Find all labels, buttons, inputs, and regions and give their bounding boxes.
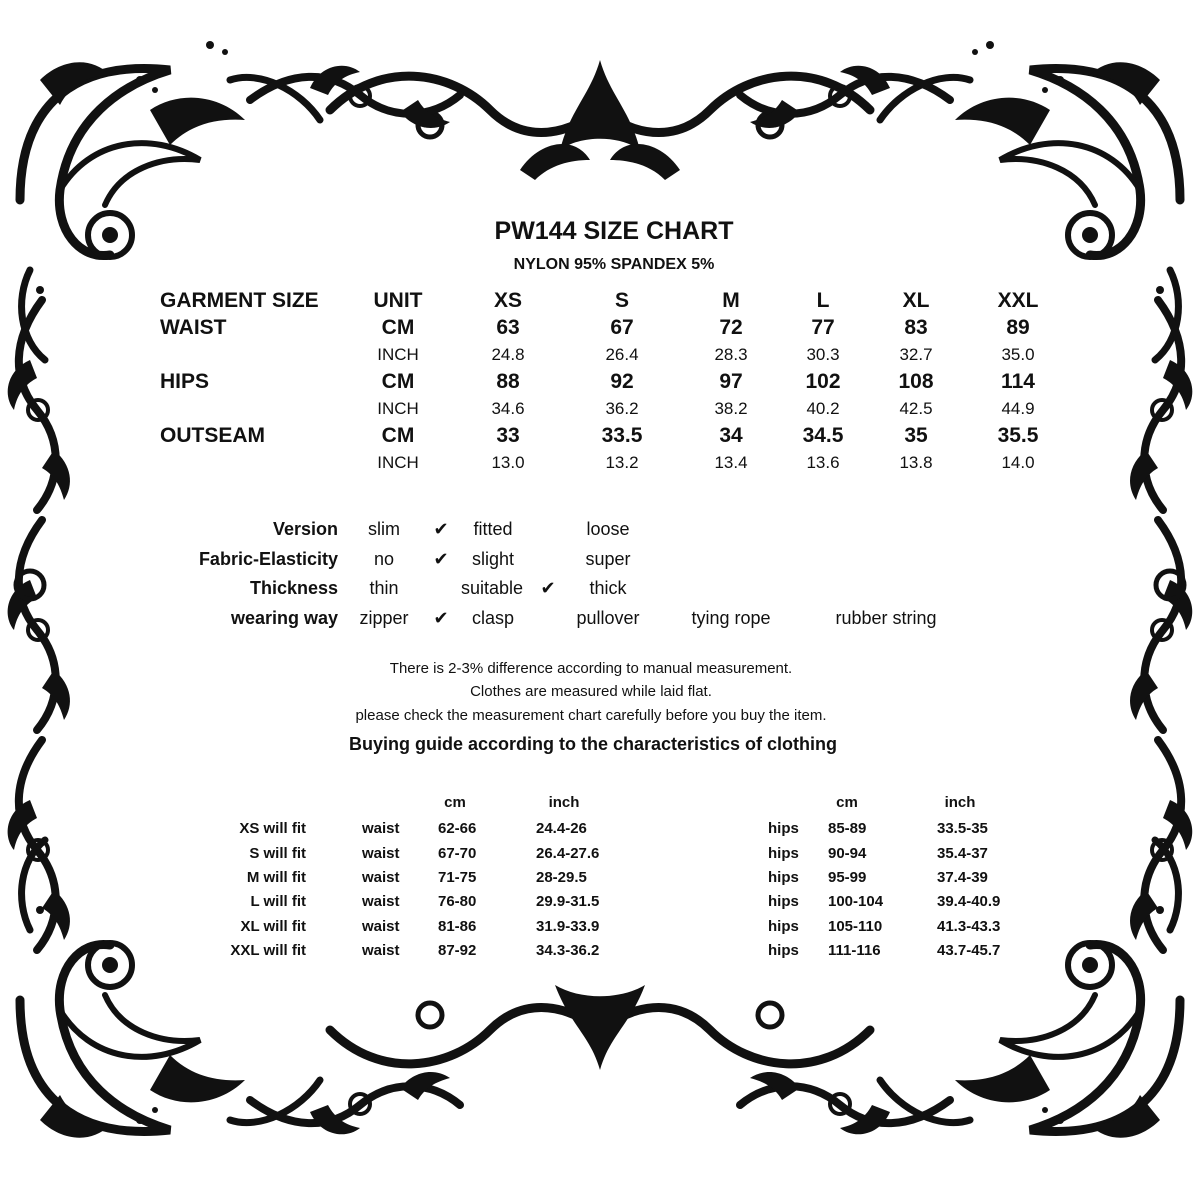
table-cell: 35 <box>904 424 928 447</box>
guide-waist-label: waist <box>362 942 400 959</box>
attr-option: thick <box>589 578 627 598</box>
table-cell: 26.4 <box>605 345 639 364</box>
table-cell: 14.0 <box>1001 453 1035 472</box>
table-cell: 102 <box>805 370 841 393</box>
table-cell: 36.2 <box>605 399 639 418</box>
guide-hips-cm: 111-116 <box>828 942 881 959</box>
header-size-xxl: XXL <box>997 289 1039 312</box>
attr-label-fabric-elasticity: Fabric-Elasticity <box>198 549 338 569</box>
guide-waist-label: waist <box>362 893 400 910</box>
note-line: There is 2-3% difference according to manual measurement. <box>389 660 793 677</box>
guide-hips-inch: 37.4-39 <box>937 869 988 886</box>
table-cell: 33 <box>496 424 520 447</box>
guide-hips-label: hips <box>768 942 799 959</box>
guide-fit-label: L will fit <box>250 893 306 910</box>
table-cell: 34.5 <box>802 424 844 447</box>
guide-fit-label: XS will fit <box>239 820 306 837</box>
guide-header-inch: inch <box>944 794 976 811</box>
table-cell: 114 <box>1001 370 1035 393</box>
row-label-waist: WAIST <box>160 316 227 339</box>
header-size-s: S <box>614 289 630 312</box>
header-size-xs: XS <box>493 289 523 312</box>
table-cell: 42.5 <box>899 399 933 418</box>
guide-hips-inch: 33.5-35 <box>937 820 988 837</box>
unit-inch: INCH <box>377 453 419 472</box>
guide-hips-cm: 95-99 <box>828 869 867 886</box>
guide-hips-cm: 85-89 <box>828 820 867 837</box>
check-icon: ✔ <box>433 549 449 569</box>
table-cell: 108 <box>898 370 934 393</box>
table-cell: 13.4 <box>714 453 748 472</box>
unit-inch: INCH <box>377 345 419 364</box>
attr-option: pullover <box>576 608 640 628</box>
guide-waist-inch: 24.4-26 <box>536 820 587 837</box>
table-cell: 32.7 <box>899 345 933 364</box>
header-size-xl: XL <box>902 289 930 312</box>
attr-option: super <box>585 549 631 569</box>
check-icon: ✔ <box>433 519 449 539</box>
unit-cm: CM <box>381 370 415 393</box>
guide-fit-label: M will fit <box>246 869 306 886</box>
guide-waist-inch: 26.4-27.6 <box>536 845 600 862</box>
guide-header-inch: inch <box>548 794 580 811</box>
table-cell: 88 <box>496 370 520 393</box>
attr-option: thin <box>369 578 399 598</box>
table-cell: 30.3 <box>806 345 840 364</box>
table-cell: 13.0 <box>491 453 525 472</box>
guide-hips-label: hips <box>768 893 799 910</box>
page-title: PW144 SIZE CHART <box>494 217 734 245</box>
guide-waist-inch: 29.9-31.5 <box>536 893 600 910</box>
table-cell: 13.8 <box>899 453 933 472</box>
attr-option: no <box>373 549 395 569</box>
guide-waist-cm: 62-66 <box>438 820 477 837</box>
attr-option: rubber string <box>835 608 937 628</box>
table-cell: 77 <box>811 316 835 339</box>
row-label-hips: HIPS <box>160 370 210 393</box>
table-cell: 28.3 <box>714 345 748 364</box>
attr-option-selected: zipper <box>359 608 409 628</box>
table-cell: 83 <box>904 316 928 339</box>
guide-hips-label: hips <box>768 845 799 862</box>
guide-waist-cm: 81-86 <box>438 918 477 935</box>
guide-hips-inch: 43.7-45.7 <box>937 942 1001 959</box>
header-size-l: L <box>816 289 830 312</box>
guide-fit-label: S will fit <box>249 845 306 862</box>
guide-waist-label: waist <box>362 820 400 837</box>
guide-waist-cm: 67-70 <box>438 845 477 862</box>
guide-hips-inch: 35.4-37 <box>937 845 988 862</box>
unit-inch: INCH <box>377 399 419 418</box>
guide-header-cm: cm <box>444 794 466 811</box>
guide-waist-cm: 87-92 <box>438 942 477 959</box>
attr-label-version: Version <box>272 519 338 539</box>
guide-hips-inch: 41.3-43.3 <box>937 918 1001 935</box>
attr-option: slim <box>368 519 400 539</box>
guide-waist-inch: 31.9-33.9 <box>536 918 600 935</box>
attr-option: tying rope <box>691 608 771 628</box>
guide-header-cm: cm <box>836 794 858 811</box>
table-cell: 44.9 <box>1001 399 1035 418</box>
guide-hips-cm: 100-104 <box>828 893 884 910</box>
check-icon: ✔ <box>540 578 556 598</box>
guide-hips-inch: 39.4-40.9 <box>937 893 1001 910</box>
note-line: Clothes are measured while laid flat. <box>470 683 712 700</box>
unit-cm: CM <box>381 424 415 447</box>
table-cell: 33.5 <box>601 424 643 447</box>
table-cell: 35.0 <box>1001 345 1035 364</box>
guide-hips-label: hips <box>768 820 799 837</box>
row-label-outseam: OUTSEAM <box>160 424 265 447</box>
table-cell: 13.2 <box>605 453 639 472</box>
table-cell: 92 <box>610 370 634 393</box>
note-line: please check the measurement chart carefully before you buy the item. <box>355 707 827 724</box>
table-cell: 38.2 <box>714 399 748 418</box>
header-garment-size: GARMENT SIZE <box>160 289 319 312</box>
page-subtitle: NYLON 95% SPANDEX 5% <box>513 256 715 273</box>
table-cell: 72 <box>719 316 743 339</box>
attr-option-selected: fitted <box>473 519 513 539</box>
guide-fit-label: XL will fit <box>240 918 306 935</box>
guide-hips-label: hips <box>768 869 799 886</box>
guide-waist-cm: 71-75 <box>438 869 477 886</box>
attr-option: loose <box>586 519 630 539</box>
guide-waist-label: waist <box>362 869 400 886</box>
table-cell: 24.8 <box>491 345 525 364</box>
table-cell: 35.5 <box>997 424 1039 447</box>
table-cell: 40.2 <box>806 399 840 418</box>
table-cell: 63 <box>496 316 520 339</box>
guide-fit-label: XXL will fit <box>230 942 306 959</box>
table-cell: 67 <box>610 316 634 339</box>
guide-waist-inch: 34.3-36.2 <box>536 942 600 959</box>
guide-waist-inch: 28-29.5 <box>536 869 587 886</box>
attr-option-selected: slight <box>471 549 515 569</box>
guide-waist-cm: 76-80 <box>438 893 477 910</box>
guide-hips-cm: 105-110 <box>828 918 883 935</box>
guide-waist-label: waist <box>362 845 400 862</box>
table-cell: 97 <box>719 370 743 393</box>
guide-waist-label: waist <box>362 918 400 935</box>
header-unit: UNIT <box>373 289 423 312</box>
header-size-m: M <box>722 289 740 312</box>
attr-option: clasp <box>471 608 515 628</box>
table-cell: 13.6 <box>806 453 840 472</box>
buying-guide-title: Buying guide according to the characteristics of clothing <box>348 734 838 754</box>
table-cell: 34 <box>719 424 743 447</box>
table-cell: 34.6 <box>491 399 525 418</box>
attr-option-selected: suitable <box>460 578 524 598</box>
check-icon: ✔ <box>433 608 449 628</box>
attr-label-wearing-way: wearing way <box>230 608 338 628</box>
unit-cm: CM <box>381 316 415 339</box>
guide-hips-label: hips <box>768 918 799 935</box>
guide-hips-cm: 90-94 <box>828 845 867 862</box>
attr-label-thickness: Thickness <box>249 578 338 598</box>
table-cell: 89 <box>1006 316 1030 339</box>
